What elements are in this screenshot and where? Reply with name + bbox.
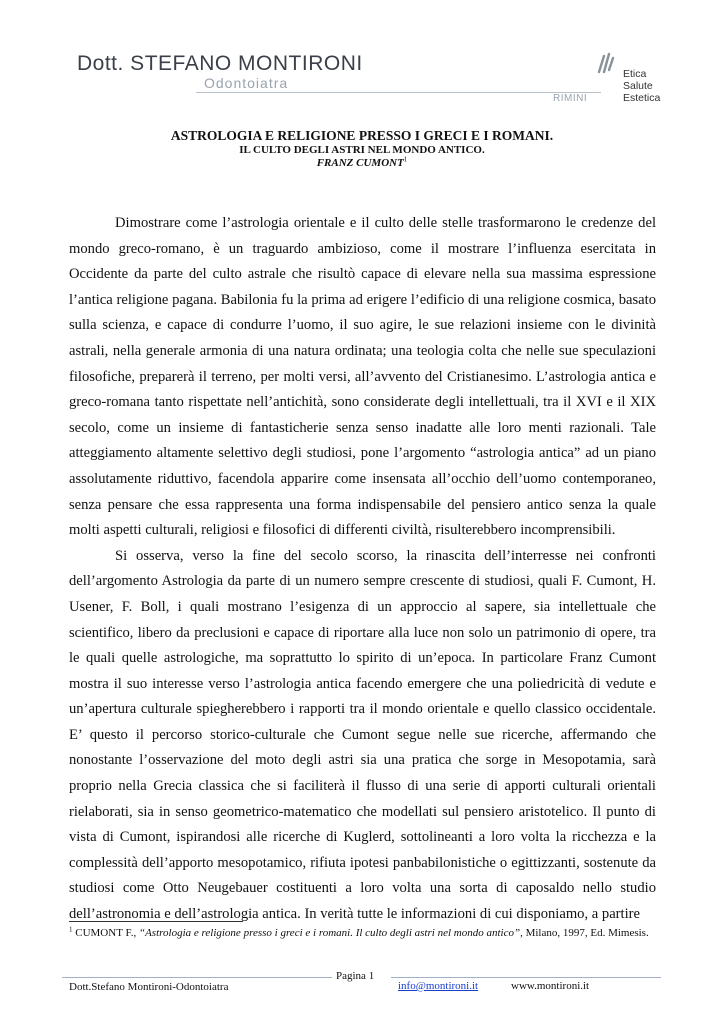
document-author xyxy=(0,157,724,170)
footnote-reference[interactable]: 1 xyxy=(403,155,408,164)
paragraph-1: Dimostrare come l’astrologia orientale e il culto delle stelle trasformarono le credenze del mondo greco-romano, è un traguardo ambizioso, come il mostrare l’influenza esercitata in Occidente da parte del culto astrale che risultò capace di elevare nella sua massima espressione l’antica religione pagana. Babilonia fu la prima ad erigere l’edificio di una religione cosmica, basato sulla scienza, e capace di condurre l’uomo, il suo agire, le sue relazioni insieme con le divinità astrali, nella generale armonia di una natura ordinata; una teologia colta che nelle sue speculazioni filosofiche, preparerà il terreno, per molti versi, all’avvento del Cristianesimo. L’astrologia antica e greco-romana tanto rispettate nell’antichità, sono considerate degli intellettuali, tra il XVI e il XIX secolo, come un insieme di fantasticherie senza senso inadatte alle loro menti razionali. Tale atteggiamento altamente selettivo degli studiosi, pone l’argomento “astrologia antica” ad un piano assolutamente riduttivo, facendola apparire come insensata all’occhio dell’uomo contemporaneo, senza pensare che essa rappresenta una forma indispensabile del pensiero antico senza la quale molti aspetti culturali, religiosi e filosofici di differenti civiltà, risulterebbero incomprensibili. xyxy=(69,215,656,539)
document-title: ASTROLOGIA E RELIGIONE PRESSO I GRECI E I ROMANI. xyxy=(170,128,554,143)
footnote-separator xyxy=(69,921,243,922)
footnote-details: Milano, 1997, Ed. Mimesis. xyxy=(525,927,649,939)
paragraph-2: Si osserva, verso la fine del secolo scorso, la rinascita dell’interresse nei confronti dell’argomento Astrologia da parte di un numero sempre crescente di studiosi, quali F. Cumont, H. Usener, F. Boll, i quali mostrano l’esigenza di un approccio al sapere, sia intellettuale che scientifico, libero da preclusioni e capace di riportare alla luce non solo un patrimonio di opere, tra le quali quelle astrologiche, ma soprattutto lo spirito di un’epoca. In particolare Franz Cumont mostra il suo interesse verso l’astrologia antica facendo emergere che una poliedricità di vedute e un’apertura culturale spiegherebbero i rapporti tra il mondo orientale e quello classico occidentale. E’ questo il percorso storico-culturale che Cumont segue nelle sue ricerche, affermando che nonostante l’osservazione del moto degli astri sia una pratica che sorge in Mesopotamia, sarà proprio nella Grecia classica che si faciliterà il flusso di una serie di apporti culturali orientali rielaborati, sia in senso geometrico-matematico che modellati sul pensiero aristotelico. Il punto di vista di Cumont, ispirandosi alle ricerche di Kuglerd, sottolineanti a loro volta la ricchezza e la complessità dell’apporto mesopotamico, rifiuta ipotesi panbabilonistiche o egittizzanti, sostenute da studiosi come Otto Neugebauer costituenti a loro volta una sorta di caposaldo nello studio dell’astronomia e dell’astrologia antica. In verità tutte le informazioni di cui disponiamo, a partire xyxy=(69,547,656,923)
letterhead-tagline-2: Salute xyxy=(623,80,653,92)
document-subtitle: IL CULTO DEGLI ASTRI NEL MONDO ANTICO. xyxy=(239,144,485,156)
page-number: Pagina 1 xyxy=(336,970,375,982)
letterhead-tagline-3: Estetica xyxy=(623,92,661,104)
footer-rule-left xyxy=(62,977,332,978)
letterhead-rule xyxy=(196,92,601,93)
letterhead-city: RIMINI xyxy=(553,93,588,104)
letterhead-tagline-1: Etica xyxy=(623,68,647,80)
footer-website: www.montironi.it xyxy=(511,980,590,992)
footer-author: Dott.Stefano Montironi-Odontoiatra xyxy=(69,981,229,993)
footnote xyxy=(69,926,656,940)
letterhead-name: Dott. STEFANO MONTIRONI xyxy=(77,52,363,75)
footer-email-link[interactable]: info@montironi.it xyxy=(398,980,479,992)
title-block xyxy=(0,128,724,170)
footnote-number: 1 xyxy=(69,925,73,934)
clinic-logo-icon xyxy=(596,50,616,76)
footnote-work: “Astrologia e religione presso i greci e i romani. Il culto degli astri nel mondo antico”, xyxy=(138,927,523,939)
body-text xyxy=(69,211,656,928)
footnote-author: CUMONT F., xyxy=(75,927,137,939)
author-name: FRANZ CUMONT xyxy=(316,157,404,169)
footer-rule-right xyxy=(391,977,661,978)
letterhead-profession: Odontoiatra xyxy=(204,75,289,91)
